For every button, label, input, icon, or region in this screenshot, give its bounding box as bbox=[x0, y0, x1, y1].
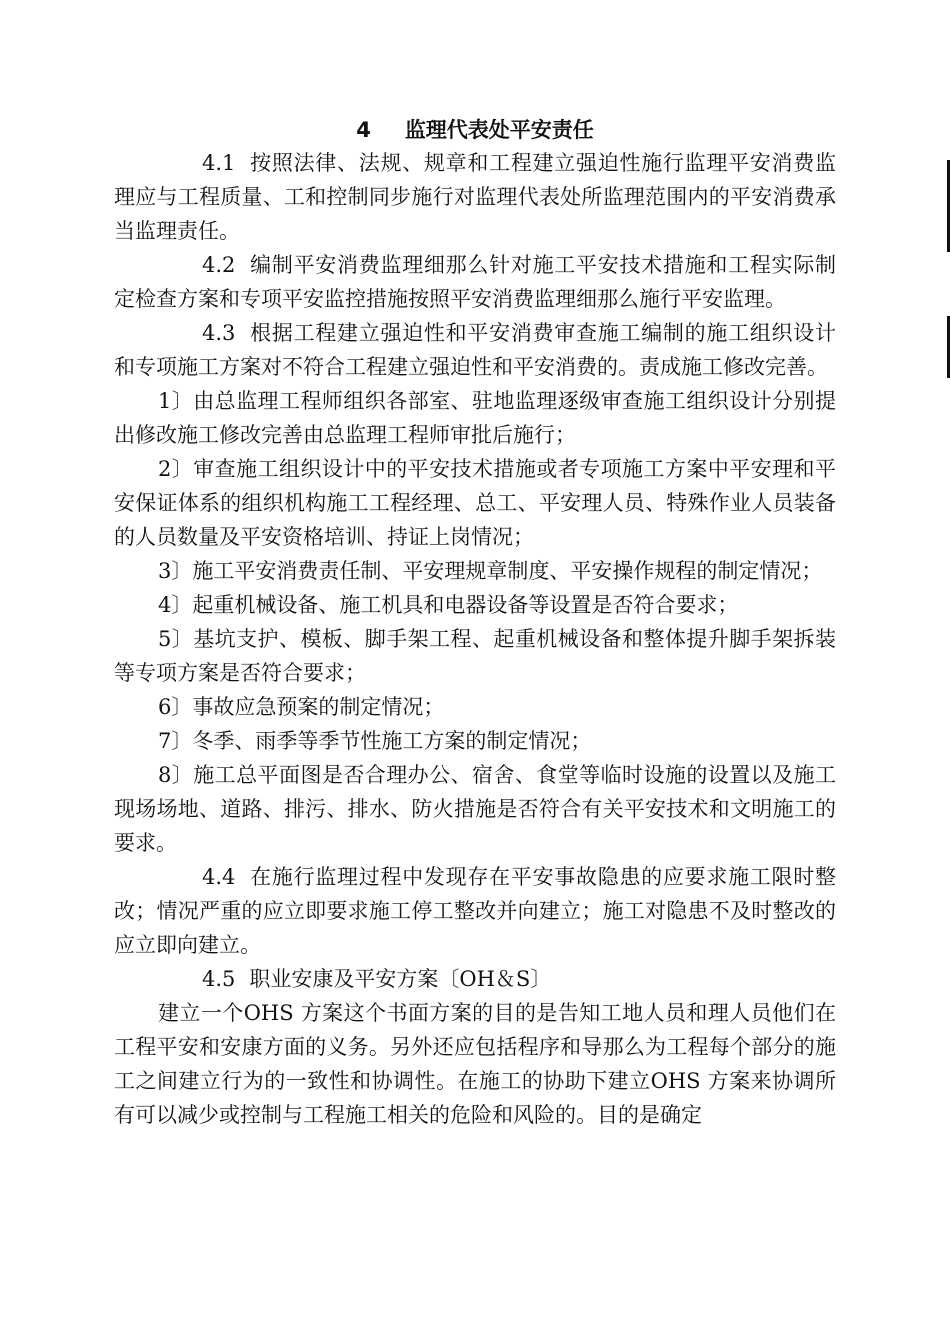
clause-number: 4.5 bbox=[202, 967, 236, 991]
paragraph-text: 编制平安消费监理细那么针对施工平安技术措施和工程实际制定检查方案和专项平安监控措施按照平安消费监理细那么施行平安监理。 bbox=[114, 253, 836, 311]
list-item-text: 3〕施工平安消费责任制、平安理规章制度、平安操作规程的制定情况； bbox=[158, 559, 823, 583]
clause-number: 4.2 bbox=[202, 253, 236, 277]
paragraph-4-1 bbox=[114, 146, 836, 248]
list-item-5 bbox=[114, 622, 836, 690]
list-item-text: 5〕基坑支护、模板、脚手架工程、起重机械设备和整体提升脚手架拆装等专项方案是否符合要求； bbox=[114, 627, 836, 685]
paragraph-4-4 bbox=[114, 860, 836, 962]
list-item-6 bbox=[114, 690, 836, 724]
paragraph-text: 建立一个OHS 方案这个书面方案的目的是告知工地人员和理人员他们在工程平安和安康方面的义务。另外还应包括程序和导那么为工程每个部分的施工之间建立行为的一致性和协调性。在施工的协助下建立OHS 方案来协调所有可以减少或控制与工程施工相关的危险和风险的。目的是确定 bbox=[114, 1001, 836, 1127]
list-item-text: 2〕审查施工组织设计中的平安技术措施或者专项施工方案中平安理和平安保证体系的组织机构施工工程经理、总工、平安理人员、特殊作业人员装备的人员数量及平安资格培训、持证上岗情况； bbox=[114, 457, 836, 549]
list-item-text: 1〕由总监理工程师组织各部室、驻地监理逐级审查施工组织设计分别提出修改施工修改完善由总监理工程师审批后施行； bbox=[114, 389, 836, 447]
list-item-3 bbox=[114, 554, 836, 588]
list-item-2 bbox=[114, 452, 836, 554]
list-item-1 bbox=[114, 384, 836, 452]
list-item-7 bbox=[114, 724, 836, 758]
paragraph-4-5 bbox=[114, 962, 836, 996]
list-item-8 bbox=[114, 758, 836, 860]
paragraph-4-2 bbox=[114, 248, 836, 316]
document-body bbox=[114, 146, 836, 1132]
paragraph-ohs-plan bbox=[114, 996, 836, 1132]
list-item-text: 4〕起重机械设备、施工机具和电器设备等设置是否符合要求； bbox=[158, 593, 739, 617]
clause-number: 4.3 bbox=[202, 321, 236, 345]
paragraph-4-3 bbox=[114, 316, 836, 384]
section-number: 4 bbox=[356, 118, 371, 142]
clause-number: 4.1 bbox=[202, 151, 236, 175]
paragraph-text: 根据工程建立强迫性和平安消费审查施工编制的施工组织设计和专项施工方案对不符合工程建立强迫性和平安消费的。责成施工修改完善。 bbox=[114, 321, 836, 379]
clause-number: 4.4 bbox=[202, 865, 236, 889]
section-heading bbox=[0, 116, 950, 144]
list-item-text: 7〕冬季、雨季等季节性施工方案的制定情况； bbox=[158, 729, 592, 753]
paragraph-text: 职业安康及平安方案〔OH＆S〕 bbox=[249, 967, 552, 991]
list-item-4 bbox=[114, 588, 836, 622]
list-item-text: 6〕事故应急预案的制定情况； bbox=[158, 695, 445, 719]
paragraph-text: 按照法律、法规、规章和工程建立强迫性施行监理平安消费监理应与工程质量、工和控制同步施行对监理代表处所监理范围内的平安消费承当监理责任。 bbox=[114, 151, 836, 243]
section-title: 监理代表处平安责任 bbox=[404, 118, 594, 142]
paragraph-text: 在施行监理过程中发现存在平安事故隐患的应要求施工限时整改；情况严重的应立即要求施工停工整改并向建立；施工对隐患不及时整改的应立即向建立。 bbox=[114, 865, 836, 957]
list-item-text: 8〕施工总平面图是否合理办公、宿舍、食堂等临时设施的设置以及施工现场场地、道路、排污、排水、防火措施是否符合有关平安技术和文明施工的要求。 bbox=[114, 763, 836, 855]
